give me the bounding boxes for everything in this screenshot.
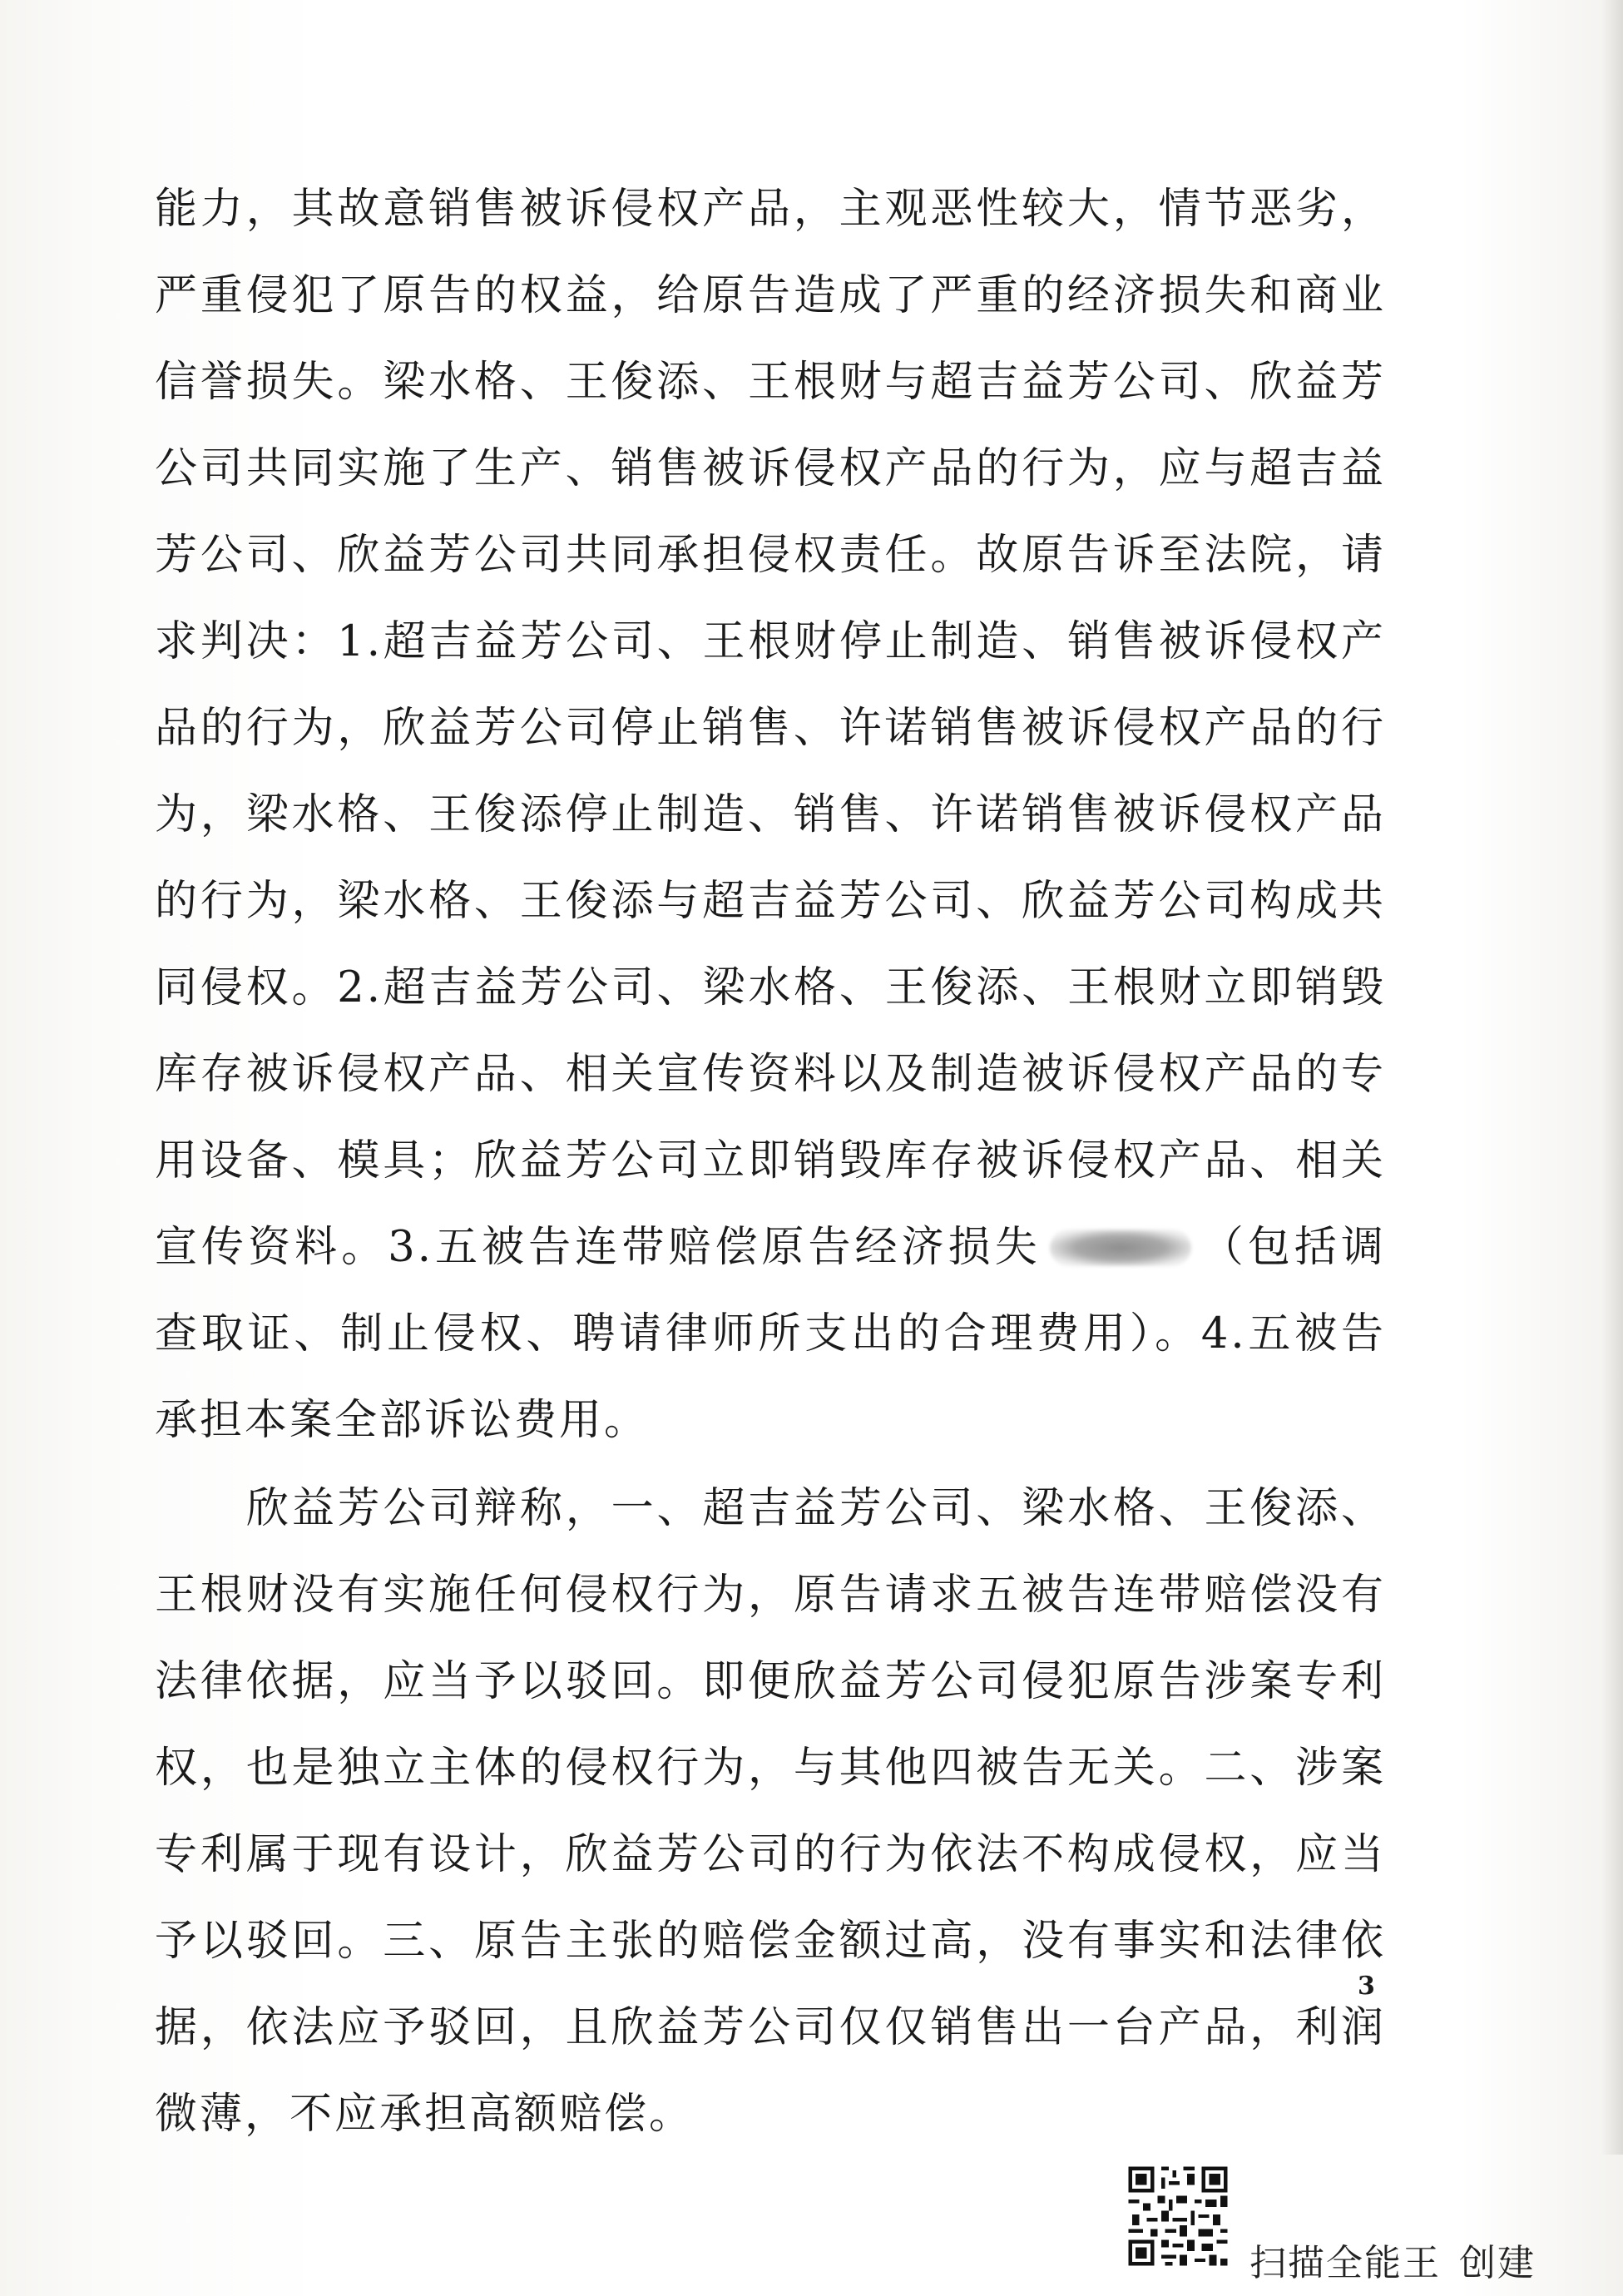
scanner-watermark [1125,2163,1591,2284]
paragraph-1-text-b: （包括调查取证、制止侵权、聘请律师所支出的合理费用）。4.五被告承担本案全部诉讼费用。 [155,1223,1386,1445]
watermark-action: 创建 [1459,2242,1536,2284]
document-body [155,166,1386,2158]
page-edge-shadow [1601,0,1623,2155]
paragraph-2 [155,1466,1386,2158]
watermark-caption [1249,2233,1536,2286]
watermark-app-name: 扫描全能王 [1249,2242,1441,2284]
qr-code-icon [1125,2163,1231,2269]
redacted-amount [1050,1230,1191,1266]
paragraph-1 [155,166,1386,1464]
paragraph-2-text: 欣益芳公司辩称，一、超吉益芳公司、梁水格、王俊添、王根财没有实施任何侵权行为，原告请求五被告连带赔偿没有法律依据，应当予以驳回。即便欣益芳公司侵犯原告涉案专利权，也是独立主体的侵权行为，与其他四被告无关。二、涉案专利属于现有设计，欣益芳公司的行为依法不构成侵权，应当予以驳回。三、原告主张的赔偿金额过高，没有事实和法律依据，依法应予驳回，且欣益芳公司仅仅销售出一台产品，利润微薄，不应承担高额赔偿。 [155,1484,1386,2139]
page-number: 3 [1358,1972,1375,2001]
paragraph-1-text-a: 能力，其故意销售被诉侵权产品，主观恶性较大，情节恶劣，严重侵犯了原告的权益，给原告造成了严重的经济损失和商业信誉损失。梁水格、王俊添、王根财与超吉益芳公司、欣益芳公司共同实施了生产、销售被诉侵权产品的行为，应与超吉益芳公司、欣益芳公司共同承担侵权责任。故原告诉至法院，请求判决：1.超吉益芳公司、王根财停止制造、销售被诉侵权产品的行为，欣益芳公司停止销售、许诺销售被诉侵权产品的行为，梁水格、王俊添停止制造、销售、许诺销售被诉侵权产品的行为，梁水格、王俊添与超吉益芳公司、欣益芳公司构成共同侵权。2.超吉益芳公司、梁水格、王俊添、王根财立即销毁库存被诉侵权产品、相关宣传资料以及制造被诉侵权产品的专用设备、模具；欣益芳公司立即销毁库存被诉侵权产品、相关宣传资料。3.五被告连带赔偿原告经济损失 [155,185,1386,1272]
